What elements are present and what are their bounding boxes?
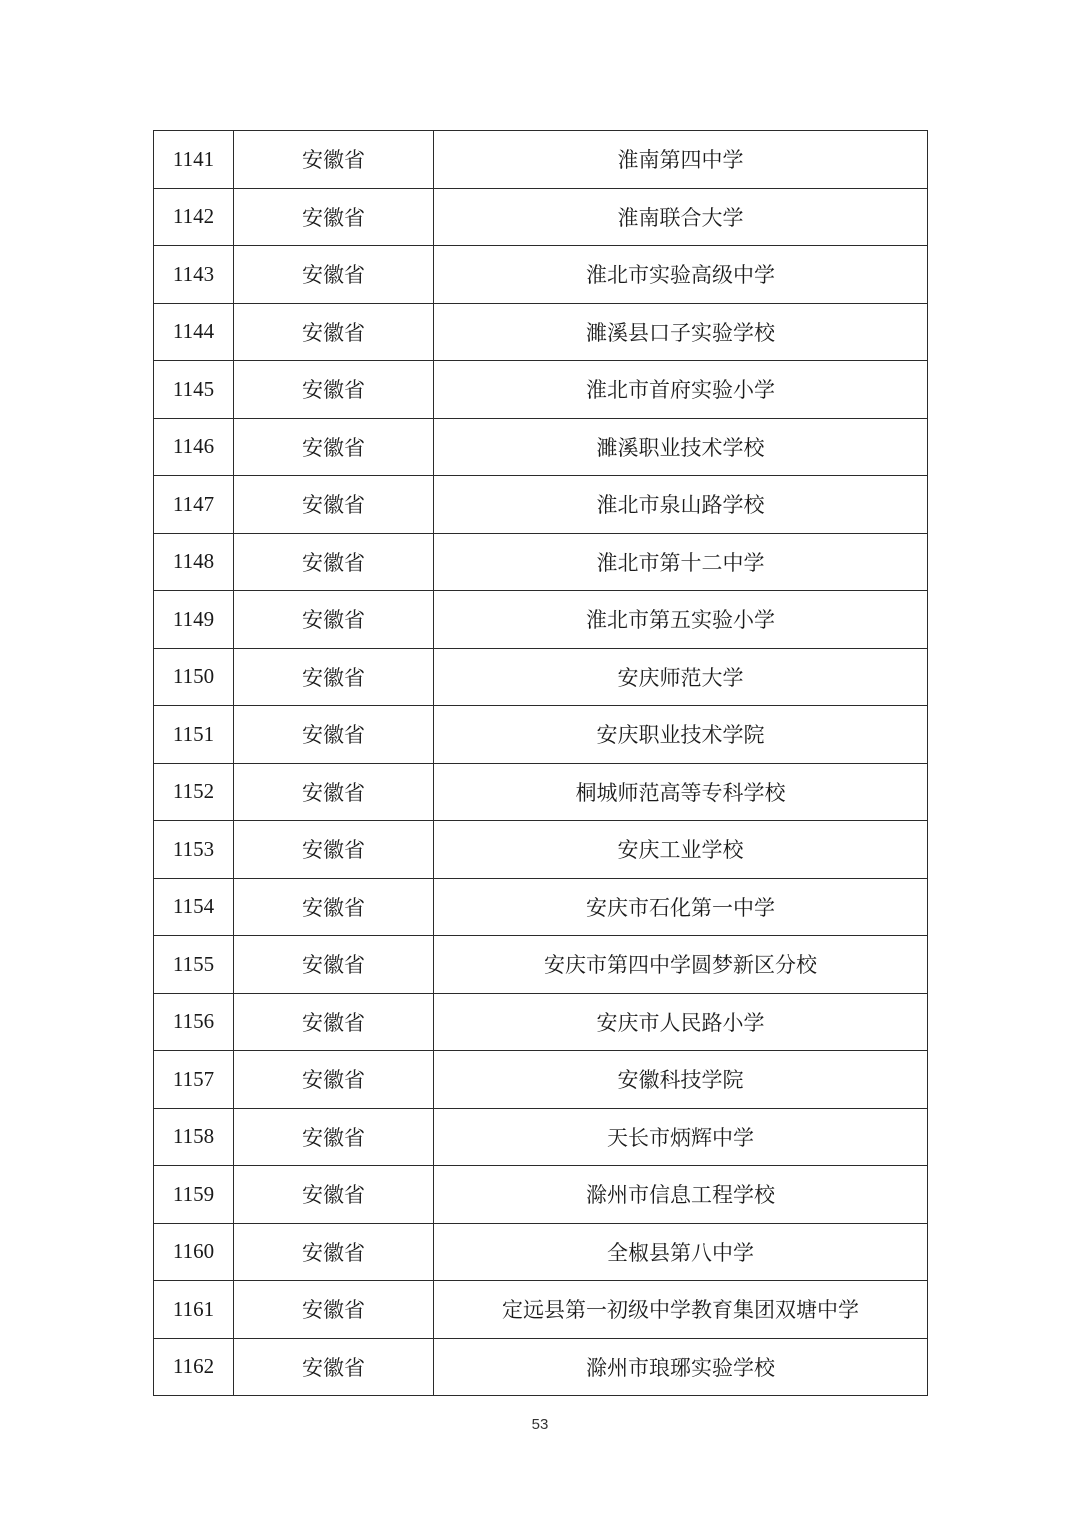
table-row [154, 1051, 928, 1109]
school-name-cell: 安徽科技学院 [434, 1051, 928, 1109]
school-name-cell: 安庆市石化第一中学 [434, 878, 928, 936]
row-number-cell: 1147 [154, 476, 234, 534]
school-name-cell: 淮南第四中学 [434, 131, 928, 189]
table-row [154, 706, 928, 764]
row-number-cell: 1141 [154, 131, 234, 189]
row-number-cell: 1160 [154, 1223, 234, 1281]
province-cell: 安徽省 [234, 361, 434, 419]
row-number-cell: 1145 [154, 361, 234, 419]
table-row [154, 476, 928, 534]
school-name-cell: 安庆工业学校 [434, 821, 928, 879]
row-number-cell: 1161 [154, 1281, 234, 1339]
school-name-cell: 安庆师范大学 [434, 648, 928, 706]
row-number-cell: 1162 [154, 1338, 234, 1396]
school-name-cell: 全椒县第八中学 [434, 1223, 928, 1281]
row-number-cell: 1143 [154, 246, 234, 304]
row-number-cell: 1154 [154, 878, 234, 936]
province-cell: 安徽省 [234, 821, 434, 879]
row-number-cell: 1148 [154, 533, 234, 591]
row-number-cell: 1155 [154, 936, 234, 994]
province-cell: 安徽省 [234, 648, 434, 706]
row-number-cell: 1142 [154, 188, 234, 246]
school-name-cell: 安庆职业技术学院 [434, 706, 928, 764]
table-row [154, 878, 928, 936]
school-name-cell: 淮北市第十二中学 [434, 533, 928, 591]
table-row [154, 246, 928, 304]
table-row [154, 993, 928, 1051]
table-row [154, 1281, 928, 1339]
province-cell: 安徽省 [234, 993, 434, 1051]
table-row [154, 131, 928, 189]
table-row [154, 1108, 928, 1166]
school-name-cell: 濉溪职业技术学校 [434, 418, 928, 476]
table-row [154, 361, 928, 419]
province-cell: 安徽省 [234, 591, 434, 649]
school-name-cell: 定远县第一初级中学教育集团双塘中学 [434, 1281, 928, 1339]
province-cell: 安徽省 [234, 533, 434, 591]
table-row [154, 936, 928, 994]
province-cell: 安徽省 [234, 188, 434, 246]
table-row [154, 533, 928, 591]
table-row [154, 648, 928, 706]
table-row [154, 1166, 928, 1224]
province-cell: 安徽省 [234, 878, 434, 936]
row-number-cell: 1150 [154, 648, 234, 706]
row-number-cell: 1152 [154, 763, 234, 821]
table-row [154, 591, 928, 649]
table-row [154, 303, 928, 361]
province-cell: 安徽省 [234, 246, 434, 304]
row-number-cell: 1156 [154, 993, 234, 1051]
province-cell: 安徽省 [234, 1223, 434, 1281]
school-name-cell: 濉溪县口子实验学校 [434, 303, 928, 361]
school-name-cell: 淮北市泉山路学校 [434, 476, 928, 534]
table-row [154, 1338, 928, 1396]
province-cell: 安徽省 [234, 763, 434, 821]
row-number-cell: 1158 [154, 1108, 234, 1166]
row-number-cell: 1146 [154, 418, 234, 476]
table-row [154, 1223, 928, 1281]
province-cell: 安徽省 [234, 1051, 434, 1109]
school-name-cell: 滁州市信息工程学校 [434, 1166, 928, 1224]
school-name-cell: 淮北市首府实验小学 [434, 361, 928, 419]
table-row [154, 188, 928, 246]
province-cell: 安徽省 [234, 706, 434, 764]
school-list-table [153, 130, 928, 1396]
table-row [154, 763, 928, 821]
table-row [154, 418, 928, 476]
province-cell: 安徽省 [234, 476, 434, 534]
school-name-cell: 桐城师范高等专科学校 [434, 763, 928, 821]
page-number: 53 [531, 1416, 549, 1433]
province-cell: 安徽省 [234, 936, 434, 994]
school-name-cell: 滁州市琅琊实验学校 [434, 1338, 928, 1396]
school-name-cell: 淮南联合大学 [434, 188, 928, 246]
province-cell: 安徽省 [234, 1338, 434, 1396]
province-cell: 安徽省 [234, 131, 434, 189]
province-cell: 安徽省 [234, 303, 434, 361]
province-cell: 安徽省 [234, 1166, 434, 1224]
row-number-cell: 1157 [154, 1051, 234, 1109]
province-cell: 安徽省 [234, 1108, 434, 1166]
row-number-cell: 1149 [154, 591, 234, 649]
school-name-cell: 安庆市第四中学圆梦新区分校 [434, 936, 928, 994]
province-cell: 安徽省 [234, 418, 434, 476]
school-name-cell: 淮北市第五实验小学 [434, 591, 928, 649]
row-number-cell: 1144 [154, 303, 234, 361]
school-name-cell: 淮北市实验高级中学 [434, 246, 928, 304]
table-row [154, 821, 928, 879]
school-name-cell: 天长市炳辉中学 [434, 1108, 928, 1166]
row-number-cell: 1159 [154, 1166, 234, 1224]
table-body [154, 131, 928, 1396]
school-name-cell: 安庆市人民路小学 [434, 993, 928, 1051]
row-number-cell: 1153 [154, 821, 234, 879]
province-cell: 安徽省 [234, 1281, 434, 1339]
row-number-cell: 1151 [154, 706, 234, 764]
